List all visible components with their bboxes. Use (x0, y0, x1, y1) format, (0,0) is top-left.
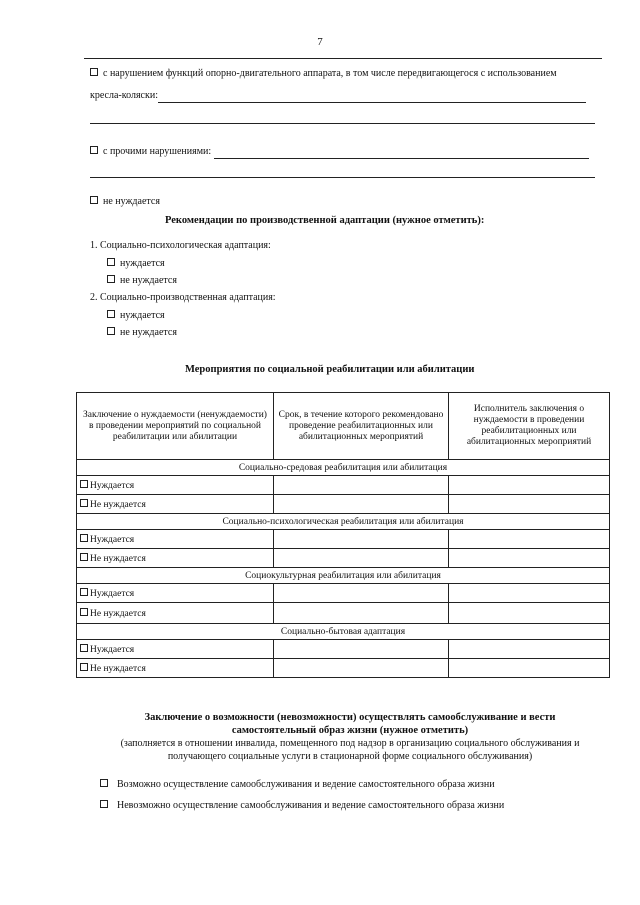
rehab-executor-cell[interactable] (449, 640, 610, 659)
rehab-option-checkbox[interactable] (80, 534, 88, 542)
rehab-option-cell[interactable] (77, 659, 274, 678)
rehab-option-label: Нуждается (90, 588, 135, 599)
rehab-option-cell[interactable] (77, 603, 274, 624)
industrial-item-2-opt1 (107, 310, 165, 321)
table-row (77, 495, 610, 514)
rehab-section-title: Социально-психологическая реабилитация или абилитация (77, 514, 610, 530)
self-service-title-line-2: самостоятельный образ жизни (нужное отметить) (231, 725, 469, 736)
self-service-impossible-label: Невозможно осуществление самообслуживания и ведение самостоятельного образа жизни (117, 800, 505, 811)
self-service-title-line-1: Заключение о возможности (невозможности) осуществлять самообслуживание и вести (144, 712, 556, 723)
rehab-executor-cell[interactable] (449, 659, 610, 678)
rehab-option-checkbox[interactable] (80, 588, 88, 596)
other-impairment-fill-line[interactable] (214, 147, 589, 159)
other-impairment-checkbox[interactable] (90, 146, 98, 154)
self-service-option-impossible (100, 800, 504, 811)
rehab-option-cell[interactable] (77, 530, 274, 549)
self-service-impossible-checkbox[interactable] (100, 800, 108, 808)
rehab-option-label: Нуждается (90, 644, 135, 655)
rehab-table (76, 392, 610, 678)
rehab-executor-cell[interactable] (449, 603, 610, 624)
not-needed-line (90, 196, 160, 207)
rehab-option-label: Нуждается (90, 480, 135, 491)
industrial-item-2-label: 2. Социально-производственная адаптация: (90, 292, 276, 303)
industrial-item-1-label: 1. Социально-психологическая адаптация: (90, 240, 271, 251)
rehab-header-executor: Исполнитель заключения о нуждаемости в проведении реабилитационных или абилитационных мероприятий (449, 393, 610, 460)
motor-impairment-checkbox[interactable] (90, 68, 98, 76)
page-number: 7 (317, 36, 323, 48)
rehab-executor-cell[interactable] (449, 530, 610, 549)
rehab-option-cell[interactable] (77, 549, 274, 568)
table-row (77, 640, 610, 659)
rehab-executor-cell[interactable] (449, 495, 610, 514)
rehab-section-row (77, 514, 610, 530)
table-row (77, 603, 610, 624)
industrial-item-2-opt2-checkbox[interactable] (107, 327, 115, 335)
industrial-item-2-opt2-label: не нуждается (120, 327, 177, 338)
rehab-header-row (77, 393, 610, 460)
not-needed-checkbox[interactable] (90, 196, 98, 204)
rehab-section-title: Социально-бытовая адаптация (77, 624, 610, 640)
industrial-item-1-opt1-label: нуждается (120, 258, 165, 269)
industrial-item-2-opt1-label: нуждается (120, 310, 165, 321)
table-row (77, 584, 610, 603)
rehab-section-row (77, 624, 610, 640)
rehab-option-label: Не нуждается (90, 499, 146, 510)
industrial-item-1-opt2 (107, 275, 177, 286)
self-service-option-possible (100, 779, 495, 790)
self-service-possible-label: Возможно осуществление самообслуживания и ведение самостоятельного образа жизни (117, 779, 495, 790)
rehab-option-checkbox[interactable] (80, 553, 88, 561)
rehab-term-cell[interactable] (274, 640, 449, 659)
top-rule (84, 58, 602, 59)
self-service-note-line-2: получающего социальные услуги в стационарной форме социального обслуживания) (167, 751, 533, 762)
rehab-option-checkbox[interactable] (80, 499, 88, 507)
industrial-adaptation-title: Рекомендации по производственной адаптации (нужное отметить): (165, 215, 485, 226)
rehab-option-label: Не нуждается (90, 553, 146, 564)
rehab-executor-cell[interactable] (449, 476, 610, 495)
table-row (77, 549, 610, 568)
rehab-option-checkbox[interactable] (80, 608, 88, 616)
wheelchair-label: кресла-коляски: (90, 90, 158, 101)
industrial-item-1-opt1 (107, 258, 165, 269)
industrial-item-2-opt2 (107, 327, 177, 338)
rehab-section-row (77, 460, 610, 476)
rehab-option-label: Нуждается (90, 534, 135, 545)
rehab-term-cell[interactable] (274, 476, 449, 495)
rehab-title: Мероприятия по социальной реабилитации или абилитации (185, 364, 475, 375)
rehab-option-label: Не нуждается (90, 608, 146, 619)
rehab-term-cell[interactable] (274, 530, 449, 549)
not-needed-label: не нуждается (103, 196, 160, 207)
wheelchair-fill-line[interactable] (158, 91, 586, 103)
rehab-option-cell[interactable] (77, 495, 274, 514)
rehab-option-checkbox[interactable] (80, 663, 88, 671)
rehab-option-checkbox[interactable] (80, 644, 88, 652)
table-row (77, 476, 610, 495)
self-service-note-line-1: (заполняется в отношении инвалида, помещенного под надзор в организацию социального обслуживания и (120, 738, 580, 749)
blank-line-1 (90, 123, 595, 124)
industrial-item-2-opt1-checkbox[interactable] (107, 310, 115, 318)
rehab-header-term: Срок, в течение которого рекомендовано проведение реабилитационных или абилитационных мероприятий (274, 393, 449, 460)
rehab-term-cell[interactable] (274, 584, 449, 603)
rehab-term-cell[interactable] (274, 603, 449, 624)
other-impairment-line (90, 146, 589, 159)
rehab-option-cell[interactable] (77, 584, 274, 603)
rehab-section-row (77, 568, 610, 584)
table-row (77, 530, 610, 549)
industrial-item-1-opt2-label: не нуждается (120, 275, 177, 286)
industrial-item-1-opt1-checkbox[interactable] (107, 258, 115, 266)
motor-impairment-line (90, 68, 557, 79)
rehab-executor-cell[interactable] (449, 549, 610, 568)
wheelchair-line (90, 90, 586, 103)
rehab-section-title: Социокультурная реабилитация или абилитация (77, 568, 610, 584)
rehab-option-cell[interactable] (77, 476, 274, 495)
self-service-possible-checkbox[interactable] (100, 779, 108, 787)
rehab-header-conclusion: Заключение о нуждаемости (ненуждаемости) в проведении мероприятий по социальной реабилитации или абилитации (77, 393, 274, 460)
rehab-term-cell[interactable] (274, 659, 449, 678)
rehab-option-label: Не нуждается (90, 663, 146, 674)
table-row (77, 659, 610, 678)
rehab-executor-cell[interactable] (449, 584, 610, 603)
motor-impairment-label: с нарушением функций опорно-двигательного аппарата, в том числе передвигающегося с использованием (103, 68, 557, 79)
other-impairment-label: с прочими нарушениями: (103, 146, 212, 157)
blank-line-2 (90, 177, 595, 178)
rehab-option-checkbox[interactable] (80, 480, 88, 488)
rehab-term-cell[interactable] (274, 495, 449, 514)
rehab-term-cell[interactable] (274, 549, 449, 568)
rehab-option-cell[interactable] (77, 640, 274, 659)
industrial-item-1-opt2-checkbox[interactable] (107, 275, 115, 283)
rehab-section-title: Социально-средовая реабилитация или абилитация (77, 460, 610, 476)
